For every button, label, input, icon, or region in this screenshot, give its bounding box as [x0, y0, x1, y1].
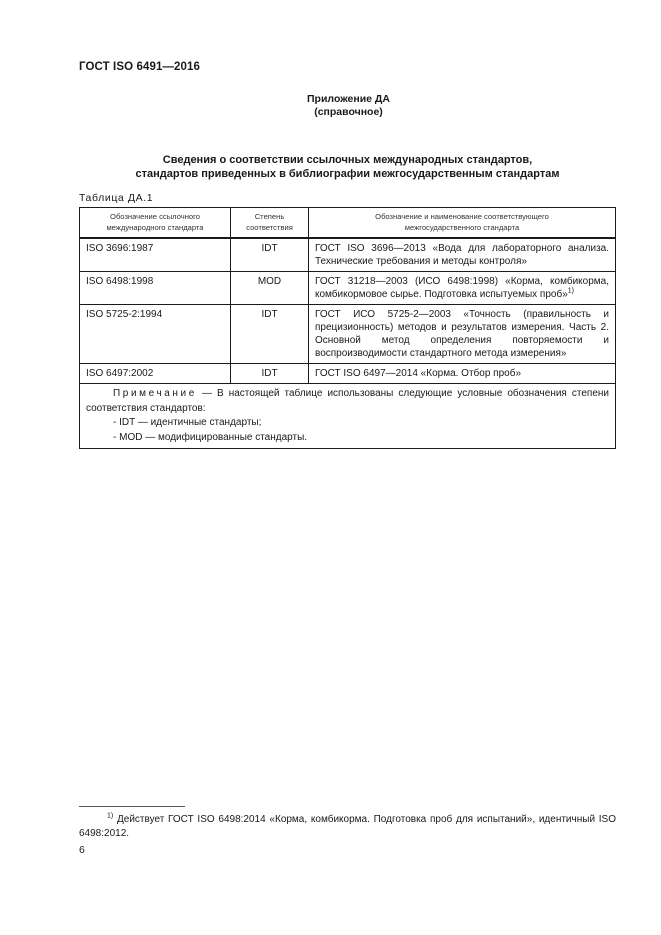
cell-degree: IDT — [231, 364, 309, 384]
document-code: ГОСТ ISO 6491—2016 — [79, 61, 201, 73]
header-col2-line2: соответствия — [246, 222, 293, 232]
cell-name-text: ГОСТ 31218—2003 (ИСО 6498:1998) «Корма, комбикорма, комбикормовое сырье. Подготовка испытуемых проб» — [315, 276, 609, 300]
table-note-row — [80, 384, 616, 449]
footnote-text: Действует ГОСТ ISO 6498:2014 «Корма, комбикорма. Подготовка проб для испытаний», идентичный ISO 6498:2012. — [79, 814, 617, 839]
table-row — [80, 238, 616, 272]
footnote-mark: 1) — [107, 812, 114, 820]
header-interstate-standard — [309, 208, 616, 239]
cell-ref: ISO 3696:1987 — [80, 238, 231, 272]
cell-ref: ISO 6498:1998 — [80, 272, 231, 305]
note-item-mod: - MOD — модифицированные стандарты. — [113, 431, 308, 443]
note-text — [86, 387, 609, 416]
note-body: — В настоящей таблице использованы следующие условные обозначения степени соответствия стандартов: — [86, 388, 609, 414]
note-item-idt: - IDT — идентичные стандарты; — [113, 417, 262, 428]
appendix-title: Приложение ДА — [307, 93, 390, 105]
cell-name: ГОСТ ISO 3696—2013 «Вода для лабораторного анализа. Технические требования и методы контроля» — [309, 238, 616, 272]
cell-ref: ISO 6497:2002 — [80, 364, 231, 384]
note-label: Примечание — [113, 388, 197, 399]
header-degree — [231, 208, 309, 239]
cell-name: ГОСТ ISO 6497—2014 «Корма. Отбор проб» — [309, 364, 616, 384]
section-title-line2: стандартов приведенных в библиографии межгосударственным стандартам — [135, 168, 560, 180]
table-row — [80, 364, 616, 384]
cell-name — [309, 272, 616, 305]
cell-degree: MOD — [231, 272, 309, 305]
section-title — [79, 153, 616, 181]
header-col2-line1: Степень — [254, 212, 285, 221]
page-number: 6 — [79, 844, 85, 856]
footnote-divider — [79, 806, 185, 807]
header-col3-line1: Обозначение и наименование соответствующего — [375, 212, 549, 221]
table-row — [80, 305, 616, 364]
cell-ref: ISO 5725-2:1994 — [80, 305, 231, 364]
table-note — [80, 384, 616, 449]
table-row — [80, 272, 616, 305]
header-col3-line2: межгосударственного стандарта — [404, 222, 520, 232]
correspondence-table — [79, 207, 616, 449]
header-col1-line1: Обозначение ссылочного — [110, 212, 200, 221]
header-international-standard — [80, 208, 231, 239]
cell-degree: IDT — [231, 305, 309, 364]
footnote — [79, 813, 616, 841]
cell-degree: IDT — [231, 238, 309, 272]
table-caption: Таблица ДА.1 — [79, 192, 154, 204]
cell-name: ГОСТ ИСО 5725-2—2003 «Точность (правильность и прецизионность) методов и результатов измерения. Часть 2. Основной метод определения повторяемости и воспроизводимости стандартного метода измерения» — [309, 305, 616, 364]
table-header-row — [80, 208, 616, 239]
header-col1-line2: международного стандарта — [106, 222, 204, 232]
footnote-reference: 1) — [567, 287, 574, 295]
appendix-heading — [0, 93, 661, 119]
section-title-line1: Сведения о соответствии ссылочных международных стандартов, — [162, 154, 533, 166]
appendix-subtitle: (справочное) — [314, 106, 383, 118]
